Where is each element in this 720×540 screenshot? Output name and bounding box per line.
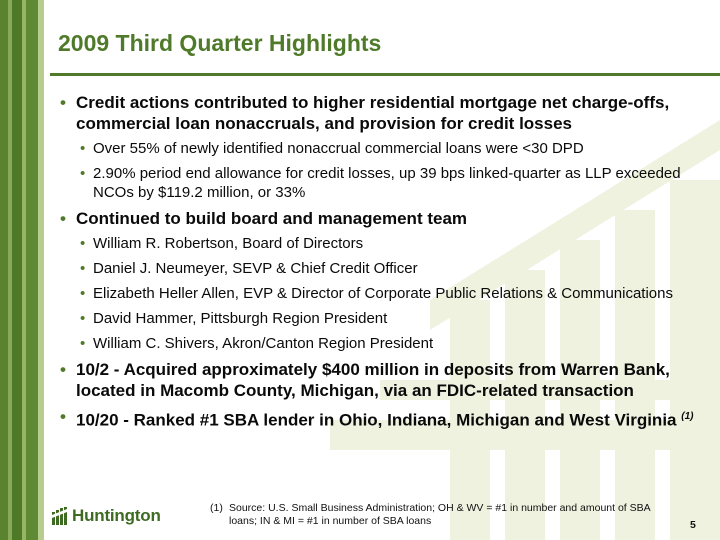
bullet-text: Credit actions contributed to higher residential mortgage net charge-offs, commercial loan nonaccruals, and provision for credit losses <box>76 93 670 133</box>
bullet-sba-lender <box>60 406 710 431</box>
slide-title: 2009 Third Quarter Highlights <box>58 30 382 56</box>
bullet-marker: • <box>80 285 86 302</box>
sub-bullet-allowance <box>60 164 710 202</box>
sub-bullet-robertson <box>60 234 710 253</box>
bullet-board-team <box>60 208 710 229</box>
sub-bullet-shivers <box>60 334 710 353</box>
bullet-marker: • <box>80 235 86 252</box>
bullet-marker: • <box>60 209 66 228</box>
sub-bullet-text: 2.90% period end allowance for credit losses, up 39 bps linked-quarter as LLP exceeded NCOs by $119.2 million, or 33% <box>93 165 681 201</box>
bullet-text: Continued to build board and management team <box>76 209 468 228</box>
footnote-marker: (1) <box>210 502 223 514</box>
page-number: 5 <box>690 519 696 531</box>
huntington-logo-icon <box>52 507 68 525</box>
bullet-marker: • <box>60 407 66 426</box>
sub-bullet-text: William R. Robertson, Board of Directors <box>93 235 364 252</box>
bullet-warren-bank <box>60 359 710 401</box>
bullet-marker: • <box>80 165 86 182</box>
sub-bullet-nonaccrual <box>60 139 710 158</box>
bullet-credit-actions <box>60 92 710 134</box>
bullet-text: 10/2 - Acquired approximately $400 million in deposits from Warren Bank, located in Macomb County, Michigan, via an FDIC-related transaction <box>76 360 670 400</box>
bullet-marker: • <box>80 310 86 327</box>
bullet-text: 10/20 - Ranked #1 SBA lender in Ohio, Indiana, Michigan and West Virginia <box>76 410 677 430</box>
huntington-logo <box>52 506 161 526</box>
footnote-text: Source: U.S. Small Business Administration; OH & WV = #1 in number and amount of SBA loans; IN & MI = #1 in number of SBA loans <box>229 502 651 527</box>
footnote-reference: (1) <box>681 411 694 422</box>
sub-bullet-text: Elizabeth Heller Allen, EVP & Director of Corporate Public Relations & Communications <box>93 285 673 302</box>
bullet-marker: • <box>60 93 66 112</box>
bullet-marker: • <box>60 360 66 379</box>
sub-bullet-text: William C. Shivers, Akron/Canton Region President <box>93 335 434 352</box>
title-divider <box>50 73 720 76</box>
sub-bullet-text: Daniel J. Neumeyer, SEVP & Chief Credit Officer <box>93 260 418 277</box>
bullet-marker: • <box>80 260 86 277</box>
logo-wordmark: Huntington <box>72 506 161 525</box>
sub-bullet-text: Over 55% of newly identified nonaccrual commercial loans were <30 DPD <box>93 140 584 157</box>
sub-bullet-text: David Hammer, Pittsburgh Region President <box>93 310 388 327</box>
sub-bullet-hammer <box>60 309 710 328</box>
bullet-marker: • <box>80 140 86 157</box>
sub-bullet-allen <box>60 284 710 303</box>
slide-content <box>60 92 710 436</box>
sub-bullet-neumeyer <box>60 259 710 278</box>
bullet-marker: • <box>80 335 86 352</box>
